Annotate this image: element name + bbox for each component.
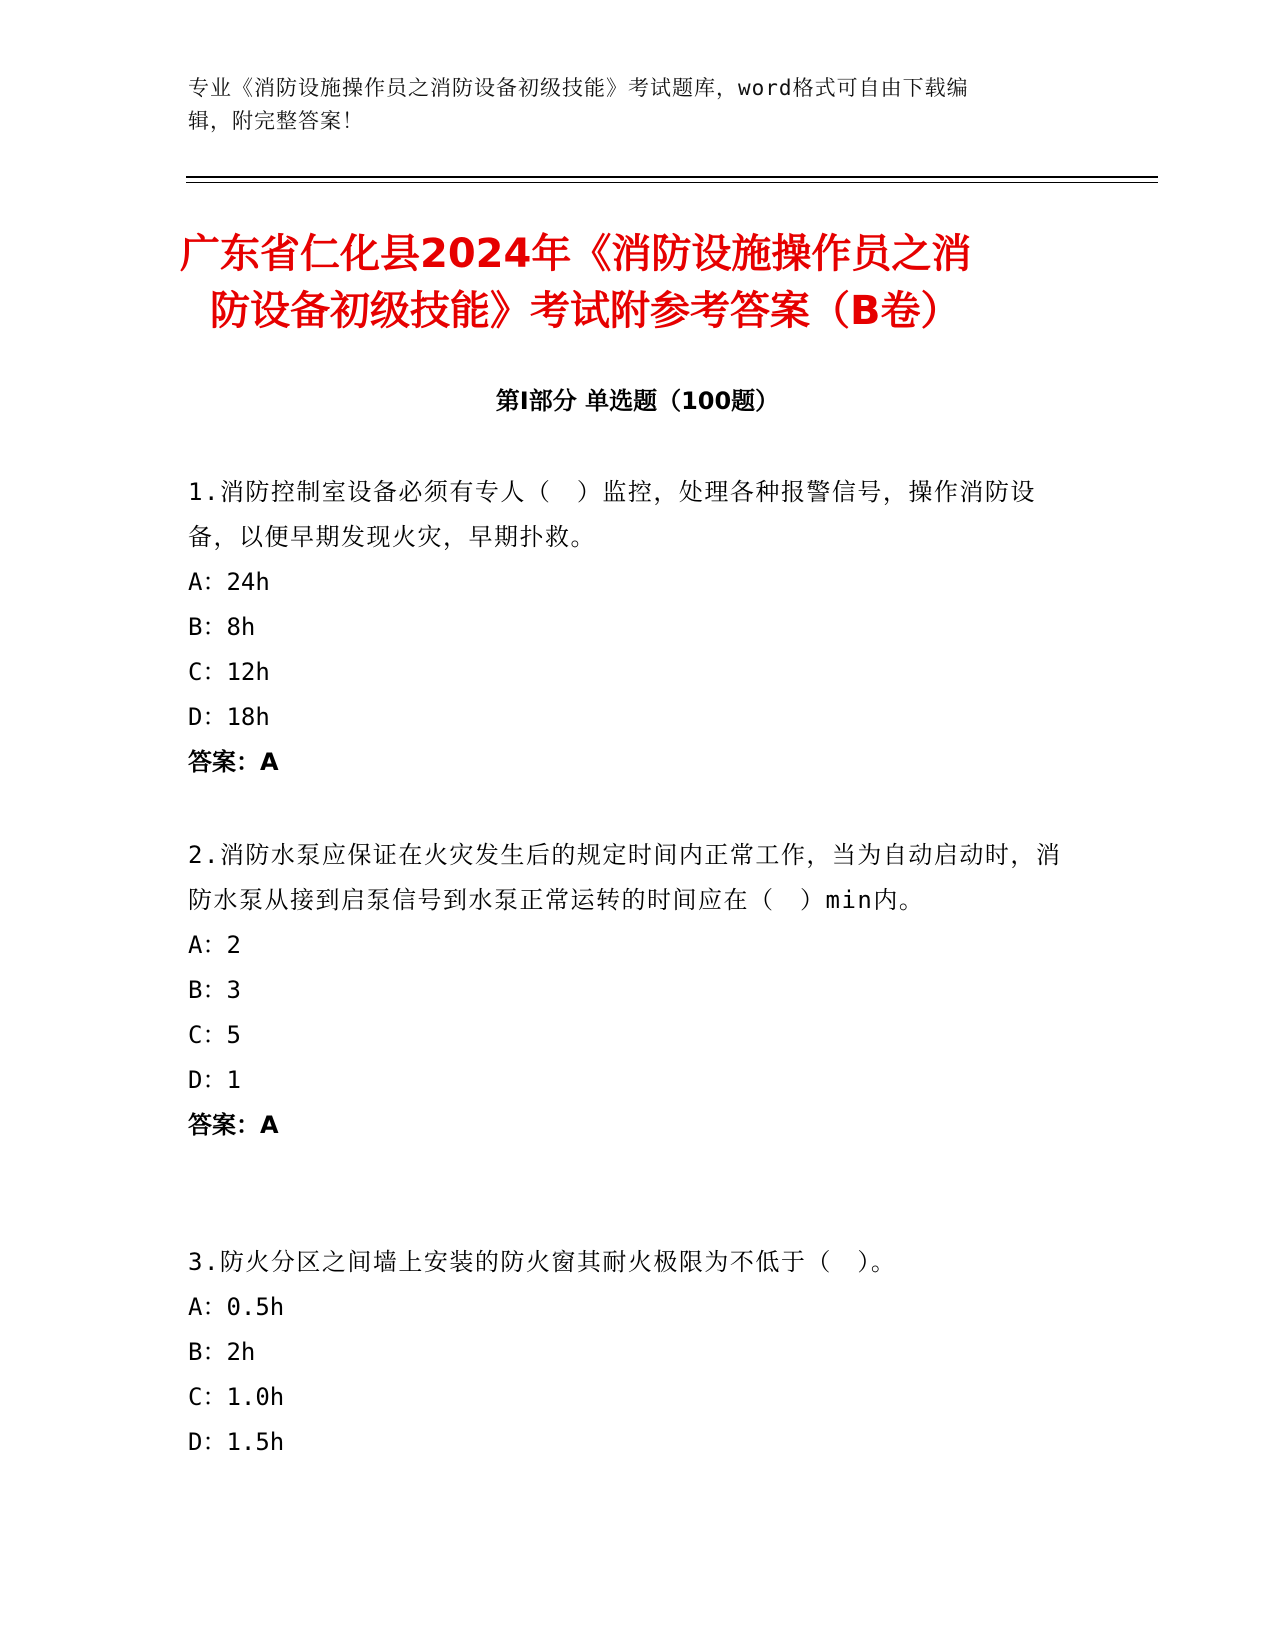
option-c: C：12h: [188, 658, 270, 686]
option-b: B：3: [188, 976, 241, 1004]
option-a: A：24h: [188, 568, 270, 596]
document-title: [180, 226, 1110, 340]
option-c: C：5: [188, 1021, 241, 1049]
header-divider-thick: [186, 176, 1158, 178]
option-d: D：18h: [188, 703, 270, 731]
answer-label: 答案：A: [188, 748, 279, 776]
document-title-line-1: 广东省仁化县2024年《消防设施操作员之消: [180, 231, 972, 277]
question-stem: 2.消防水泵应保证在火灾发生后的规定时间内正常工作，当为自动启动时，消防水泵从接到启泵信号到水泵正常运转的时间应在（ ）min内。: [188, 841, 1062, 914]
section-title: 第Ⅰ部分 单选题（100题）: [495, 387, 780, 415]
answer-label: 答案：A: [188, 1111, 279, 1139]
option-a: A：2: [188, 931, 241, 959]
question-1: [188, 470, 1078, 785]
option-d: D：1.5h: [188, 1428, 285, 1456]
option-b: B：2h: [188, 1338, 256, 1366]
question-stem: 3.防火分区之间墙上安装的防火窗其耐火极限为不低于（ ）。: [188, 1248, 897, 1276]
question-stem: 1.消防控制室设备必须有专人（ ）监控，处理各种报警信号，操作消防设备，以便早期发现火灾，早期扑救。: [188, 478, 1036, 551]
option-b: B：8h: [188, 613, 256, 641]
option-a: A：0.5h: [188, 1293, 285, 1321]
header-note-line-2: 辑，附完整答案！: [188, 109, 364, 133]
option-c: C：1.0h: [188, 1383, 285, 1411]
header-note: [188, 72, 1068, 138]
question-3: [188, 1240, 1078, 1465]
document-title-line-2: 防设备初级技能》考试附参考答案（B卷）: [210, 288, 961, 334]
question-2: [188, 833, 1078, 1148]
option-d: D：1: [188, 1066, 241, 1094]
header-note-line-1: 专业《消防设施操作员之消防设备初级技能》考试题库，word格式可自由下载编: [188, 76, 969, 100]
header-divider-thin: [186, 182, 1158, 183]
